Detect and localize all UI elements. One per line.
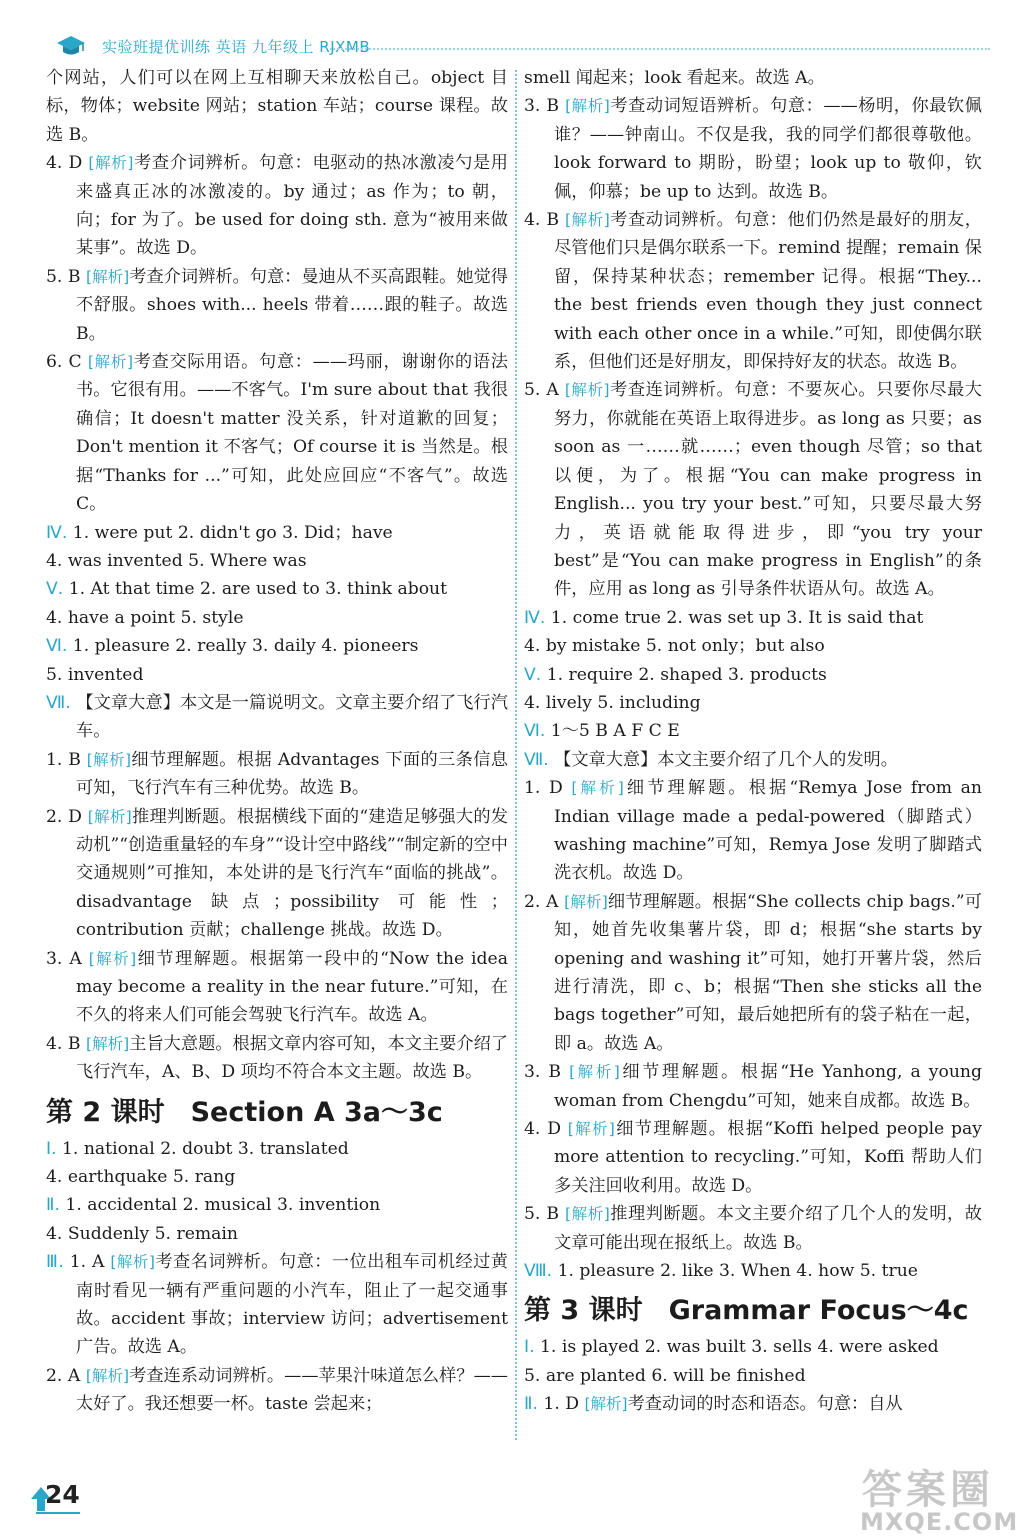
section-numeral: Ⅶ. [46, 692, 77, 713]
answer-text: 1. At that time 2. are used to 3. think about [68, 579, 448, 600]
answer-choice: 4. D [524, 1119, 568, 1140]
answer-text: 细节理解题。根据“She collects chip bags.”可知，她首先收集薯片袋，即 d；根据“she starts by opening and washing it”可知，她打开薯片袋，然后进行清洗，即 c、b；根据“Then she sticks all the bags together”可知，最后她把所有的袋子粘在一起，即 a。故选 A。 [554, 891, 982, 1054]
answer-item [524, 376, 982, 603]
answer-text: 细节理解题。根据“Koffi helped people pay more attention to recycling.”可知，Koffi 帮助人们多关注回收利用。故选 D。 [554, 1119, 982, 1196]
section-numeral: Ⅳ. [524, 607, 551, 628]
page-number-rule [36, 1512, 80, 1514]
answer-choice: 1. D [524, 778, 572, 799]
header-title: 实验班提优训练 英语 九年级上 RJXMB [102, 38, 371, 56]
answer-item [524, 604, 982, 632]
answer-choice: 1. B [46, 749, 87, 770]
answer-item [524, 1390, 982, 1418]
analysis-tag: [解析] [564, 381, 610, 400]
right-column [524, 64, 982, 1419]
answer-text: 考查动词辨析。句意：他们仍然是最好的朋友，尽管他们只是偶尔联系一下。remind 提醒；remain 保留，保持某种状态；remember 记得。根据“They... the best friends even though they just connect with each other once in a while.”可知，即使偶尔联系，但他们还是好朋友，即保持好友的状态。故选 B。 [554, 210, 982, 373]
answer-item [46, 1191, 508, 1219]
answer-item [524, 92, 982, 206]
lesson-heading [524, 1291, 982, 1331]
answer-line: smell 闻起来；look 看起来。故选 A。 [524, 68, 825, 88]
answer-item [46, 1135, 508, 1163]
answer-item [46, 575, 508, 603]
answer-text: 1. accidental 2. musical 3. invention [65, 1195, 381, 1216]
answer-text: 考查介词辨析。句意：电驱动的热冰激凌勺是用来盛真正冰的冰激凌的。by 通过；as 作为；to 朝，向；for 为了。be used for doing sth. 意为“被用来做某事”。故选 D。 [76, 153, 508, 259]
page-number-text: 24 [45, 1480, 80, 1509]
answer-item [524, 206, 982, 376]
analysis-tag: [解析] [86, 750, 132, 769]
answer-line: 4. lively 5. including [524, 692, 701, 713]
answer-line: 4. was invented 5. Where was [46, 550, 307, 571]
answer-text: 主旨大意题。根据文章内容可知，本文主要介绍了飞行汽车，A、B、D 项均不符合本文主题。故选 B。 [76, 1033, 508, 1083]
answer-text: 考查名词辨析。句意：一位出租车司机经过黄南时看见一辆有严重问题的小汽车，阻止了一起交通事故。accident 事故；interview 访问；advertisement 广告。故选 A。 [76, 1252, 508, 1358]
analysis-tag: [解析] [87, 807, 132, 826]
lesson-number: 第 3 课时 [524, 1295, 643, 1327]
answer-item [524, 1115, 982, 1200]
section-numeral: Ⅷ. [524, 1261, 558, 1282]
answer-choice: 1. D [543, 1394, 585, 1415]
section-numeral: Ⅶ. [524, 749, 555, 770]
answer-choice: 4. D [46, 153, 89, 174]
answer-item [46, 1362, 508, 1419]
analysis-tag: [解析] [569, 1063, 620, 1082]
answer-text: 考查介词辨析。句意：曼迪从不买高跟鞋。她觉得不舒服。shoes with... heels 带着……跟的鞋子。故选 B。 [76, 266, 508, 344]
answer-item [46, 263, 508, 348]
answer-text: 考查连词辨析。句意：不要灰心。只要你尽最大努力，你就能在英语上取得进步。as long as 只要；as soon as 一……就……；even though 尽管；so that 以便，为了。根据“You can make progress in English... you try your best.”可知，只要尽最大努力，英语就能取得进步，即“you try your best”是“You can make progress in English”的条件，应用 as long as 引导条件状语从句。故选 A。 [554, 380, 982, 600]
analysis-tag: [解析] [86, 267, 130, 286]
answer-item [46, 519, 508, 547]
answer-text: 1～5 B A F C E [550, 721, 680, 742]
answer-item [46, 632, 508, 660]
answer-choice: 4. B [46, 1033, 87, 1054]
lesson-heading [46, 1093, 508, 1133]
page-number [30, 1482, 90, 1522]
answer-text: 细节理解题。根据第一段中的“Now the idea may become a reality in the near future.”可知，在不久的将来人们可能会驾驶飞行汽车。故选 A。 [76, 948, 508, 1026]
answer-text: 考查动词的时态和语态。句意：自从 [627, 1394, 903, 1415]
column-divider [515, 70, 517, 1440]
answer-choice: 2. A [524, 891, 565, 912]
section-numeral: Ⅱ. [524, 1394, 544, 1415]
answer-item [46, 746, 508, 803]
answer-item [524, 1257, 982, 1285]
answer-choice: 2. D [46, 806, 88, 827]
analysis-tag: [解析] [85, 1366, 130, 1385]
analysis-tag: [解析] [87, 353, 134, 372]
answer-text: 1. require 2. shaped 3. products [546, 664, 827, 685]
answer-item [524, 1058, 982, 1115]
section-numeral: Ⅵ. [524, 721, 551, 742]
analysis-tag: [解析] [571, 779, 624, 798]
analysis-tag: [解析] [110, 1253, 155, 1272]
answer-text: 细节理解题。根据 Advantages 下面的三条信息可知，飞行汽车有三种优势。故选 B。 [76, 749, 508, 799]
answer-item [524, 746, 982, 774]
section-numeral: Ⅵ. [46, 636, 73, 657]
answer-line: 4. Suddenly 5. remain [46, 1223, 238, 1244]
answer-line: 4. earthquake 5. rang [46, 1167, 236, 1188]
answer-line: 5. are planted 6. will be finished [524, 1365, 806, 1386]
answer-text: 1. were put 2. didn't go 3. Did；have [72, 522, 393, 543]
analysis-tag: [解析] [88, 154, 134, 173]
answer-item [524, 888, 982, 1058]
answer-choice: 4. B [524, 210, 566, 231]
answer-line: 个网站，人们可以在网上互相聊天来放松自己。object 目标，物体；website 网站；station 车站；course 课程。故选 B。 [46, 68, 508, 145]
analysis-tag: [解析] [86, 1034, 130, 1053]
answer-item [46, 149, 508, 263]
analysis-tag: [解析] [565, 211, 610, 230]
section-numeral: Ⅴ. [46, 579, 69, 600]
answer-item [46, 1030, 508, 1087]
answer-text: 1. come true 2. was set up 3. It is said that [550, 607, 924, 628]
section-numeral: Ⅱ. [46, 1195, 66, 1216]
answer-line: 4. by mistake 5. not only；but also [524, 636, 825, 657]
section-numeral: Ⅴ. [524, 664, 547, 685]
answer-item [46, 803, 508, 945]
left-column [46, 64, 508, 1419]
analysis-tag: [解析] [565, 1205, 610, 1224]
lesson-section: Grammar Focus～4c [668, 1295, 969, 1327]
answer-item [46, 348, 508, 518]
analysis-tag: [解析] [567, 1120, 615, 1139]
watermark [850, 1458, 1030, 1536]
answer-text: 细节理解题。根据“Remya Jose from an Indian village made a pedal-powered（脚踏式）washing machine”可知，Remya Jose 发明了脚踏式洗衣机。故选 D。 [554, 778, 982, 884]
answer-text: 【文章大意】本文主要介绍了几个人的发明。 [554, 749, 898, 770]
answer-item [524, 717, 982, 745]
answer-choice: 5. A [524, 380, 565, 401]
analysis-tag: [解析] [565, 97, 610, 116]
answer-item [524, 1333, 982, 1361]
section-numeral: Ⅳ. [46, 522, 73, 543]
answer-line: 5. invented [46, 664, 144, 685]
answer-text: 1. national 2. doubt 3. translated [62, 1138, 349, 1159]
answer-choice: 5. B [46, 266, 87, 287]
answer-choice: 3. B [524, 1062, 570, 1083]
section-numeral: Ⅰ. [46, 1138, 62, 1159]
answer-text: 推理判断题。本文主要介绍了几个人的发明，故文章可能出现在报纸上。故选 B。 [554, 1204, 982, 1253]
answer-text: 细节理解题。根据“He Yanhong, a young woman from Chengdu”可知，她来自成都。故选 B。 [554, 1062, 982, 1111]
answer-item [46, 945, 508, 1030]
analysis-tag: [解析] [88, 949, 137, 968]
answer-text: 【文章大意】本文是一篇说明文。文章主要介绍了飞行汽车。 [76, 692, 508, 742]
answer-choice: 6. C [46, 352, 88, 373]
answer-text: 1. pleasure 2. like 3. When 4. how 5. true [557, 1261, 918, 1282]
answer-choice: 3. B [524, 96, 566, 117]
answer-item [46, 1248, 508, 1362]
answer-item [46, 689, 508, 746]
answer-choice: 3. A [46, 948, 89, 969]
answer-text: 考查交际用语。句意：——玛丽，谢谢你的语法书。它很有用。——不客气。I'm sure about that 我很确信；It doesn't matter 没关系，针对道歉的回复；Don't mention it 不客气；Of course it is 当然是。根据“Thanks for ...”可知，此处应回应“不客气”。故选 C。 [76, 352, 508, 515]
analysis-tag: [解析] [584, 1395, 628, 1414]
answer-text: 1. pleasure 2. really 3. daily 4. pioneers [72, 636, 419, 657]
answer-item [524, 774, 982, 888]
lesson-section: Section A 3a～3c [190, 1096, 443, 1128]
answer-text: 考查动词短语辨析。句意：——杨明，你最钦佩谁？——钟南山。不仅是我，我的同学们都很尊敬他。look forward to 期盼，盼望；look up to 敬仰，钦佩，仰慕；be up to 达到。故选 B。 [554, 96, 982, 202]
section-numeral: Ⅰ. [524, 1337, 540, 1358]
analysis-tag: [解析] [564, 892, 608, 911]
header-rule [330, 48, 990, 50]
graduation-cap-icon [56, 34, 86, 58]
answer-text: 考查连系动词辨析。——苹果汁味道怎么样？——太好了。我还想要一杯。taste 尝起来； [76, 1365, 508, 1415]
watermark-logo-text: 答案圈 [862, 1467, 994, 1513]
answer-item [524, 1200, 982, 1257]
answer-item [524, 661, 982, 689]
answer-choice: 5. B [524, 1204, 566, 1225]
answer-line: 4. have a point 5. style [46, 607, 244, 628]
section-numeral: Ⅲ. [46, 1252, 70, 1273]
page-header [0, 0, 1036, 62]
answer-choice: 1. A [69, 1252, 111, 1273]
answer-text: 推理判断题。根据横线下面的“建造足够强大的发动机”“创造重量轻的车身”“设计空中路线”“制定新的空中交通规则”可推知，本处讲的是飞行汽车“面临的挑战”。disadvantage 缺点；possibility 可能性；contribution 贡献；challenge 挑战。故选 D。 [76, 806, 508, 941]
watermark-url-text: MXQE.COM [860, 1508, 1019, 1536]
answer-choice: 2. A [46, 1365, 86, 1386]
answer-text: 1. is played 2. was built 3. sells 4. were asked [540, 1337, 939, 1358]
lesson-number: 第 2 课时 [46, 1096, 165, 1128]
